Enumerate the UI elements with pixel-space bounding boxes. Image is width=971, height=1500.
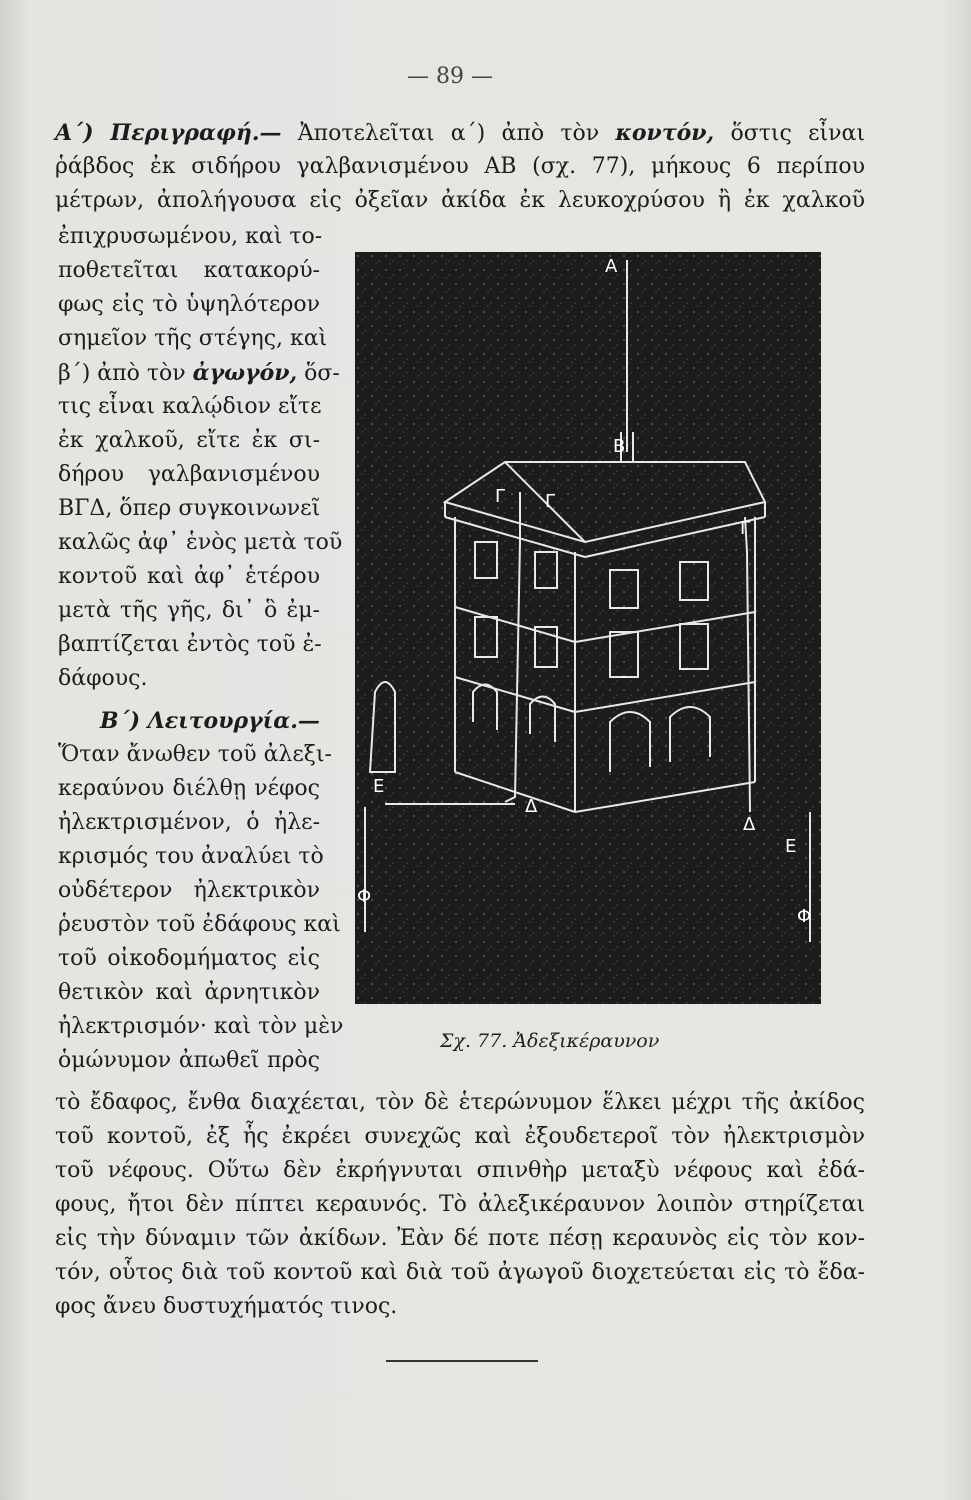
- label-d1: Δ: [525, 796, 538, 817]
- section-a-narrow-line: κοντοῦ καὶ ἀφ᾽ ἑτέρου: [58, 564, 320, 589]
- section-a-narrow-line: βαπτίζεται ἐντὸς τοῦ ἐ-: [58, 632, 322, 657]
- section-b-line: φος ἄνευ δυστυχήματός τινος.: [55, 1294, 398, 1319]
- label-b: Β: [613, 436, 626, 457]
- section-b-narrow-line: ἠλεκτρισμόν· καὶ τὸν μὲν: [58, 1014, 344, 1039]
- section-a-narrow-line: δήρου γαλβανισμένου: [58, 462, 320, 487]
- lightning-rod-figure: [355, 252, 821, 1004]
- section-a-line-b: [58, 358, 340, 389]
- section-a-narrow-line: φως εἰς τὸ ὑψηλότερον: [58, 292, 320, 317]
- label-e1: Ε: [373, 776, 385, 797]
- section-a-heading: Α΄) Περιγραφή.—: [55, 120, 282, 146]
- section-a-narrow-line: μετὰ τῆς γῆς, δι᾽ ὃ ἐμ-: [58, 598, 320, 623]
- section-b-narrow-line: κρισμός του ἀναλύει τὸ: [58, 844, 324, 869]
- section-a-narrow-line: τις εἶναι καλῴδιον εἴτε: [58, 394, 322, 419]
- term-kontos: κοντόν,: [615, 120, 715, 146]
- section-b-narrow-line: ῥευστὸν τοῦ ἐδάφους καὶ: [58, 912, 341, 937]
- section-b-narrow-line: ὁμώνυμον ἀπωθεῖ πρὸς: [58, 1048, 320, 1073]
- section-a-line-2: ῥάβδος ἐκ σιδήρου γαλβανισμένου ΑΒ (σχ. 77), μήκους 6 περίπου: [55, 154, 865, 179]
- label-f1: Φ: [357, 886, 372, 907]
- section-a-line-3: μέτρων, ἀπολήγουσα εἰς ὀξεῖαν ἀκίδα ἐκ λευκοχρύσου ἢ ἐκ χαλκοῦ: [55, 188, 865, 213]
- section-b-line: τοῦ νέφους. Οὕτω δὲν ἐκρήγνυται σπινθὴρ μεταξὺ νέφους καὶ ἐδά-: [55, 1158, 865, 1183]
- section-b-narrow-line: θετικὸν καὶ ἀρνητικὸν: [58, 980, 320, 1005]
- label-g1: Γ: [495, 486, 506, 507]
- section-b-heading: Β΄) Λειτουργία.—: [100, 708, 320, 734]
- term-agogos: ἀγωγόν,: [192, 360, 298, 386]
- label-g3: Γ: [740, 518, 751, 539]
- section-a-narrow-line: ἐκ χαλκοῦ, εἴτε ἐκ σι-: [58, 428, 320, 453]
- page-number: — 89 —: [407, 64, 493, 89]
- section-b-narrow-line: κεραύνου διέλθῃ νέφος: [58, 776, 320, 801]
- section-b-narrow-line: ἠλεκτρισμένον, ὁ ἠλε-: [58, 810, 320, 835]
- section-b-line: εἰς τὴν δύναμιν τῶν ἀκίδων. Ἐὰν δέ ποτε πέσῃ κεραυνὸς εἰς τὸν κον-: [55, 1226, 865, 1251]
- label-d2: Δ: [743, 814, 756, 835]
- label-f2: Φ: [797, 906, 812, 927]
- section-a-narrow-line: ΒΓΔ, ὅπερ συγκοινωνεῖ: [58, 496, 321, 521]
- label-e2: Ε: [785, 836, 797, 857]
- section-a-line1-tail: ὅστις εἶναι: [714, 121, 866, 146]
- section-b-line: τοῦ κοντοῦ, ἐξ ἧς ἐκρέει συνεχῶς καὶ ἐξουδετεροῖ τὸν ἠλεκτρισμὸν: [55, 1124, 865, 1149]
- label-g2: Γ: [545, 491, 556, 512]
- label-a: Α: [605, 256, 618, 277]
- section-a-narrow-line: καλῶς ἀφ᾽ ἑνὸς μετὰ τοῦ: [58, 530, 343, 555]
- section-a-narrow-line: δάφους.: [58, 666, 148, 691]
- section-b-narrow-line: τοῦ οἰκοδομήματος εἰς: [58, 946, 320, 971]
- line-b-tail: ὅσ-: [297, 361, 340, 386]
- section-b-line: τὸ ἔδαφος, ἔνθα διαχέεται, τὸν δὲ ἑτερώνυμον ἕλκει μέχρι τῆς ἀκίδος: [55, 1090, 865, 1115]
- section-b-line: τόν, οὗτος διὰ τοῦ κοντοῦ καὶ διὰ τοῦ ἀγωγοῦ διοχετεύεται εἰς τὸ ἔδα-: [55, 1260, 865, 1285]
- section-a-line-1: [55, 118, 865, 149]
- section-a-line1-text: Ἀποτελεῖται α΄) ἀπὸ τὸν: [281, 121, 616, 146]
- footer-rule: [386, 1360, 538, 1362]
- figure-caption: Σχ. 77. Ἀδεξικέραυνον: [440, 1030, 660, 1052]
- section-a-narrow-line: ποθετεῖται κατακορύ-: [58, 258, 320, 283]
- section-b-narrow-line: Ὅταν ἄνωθεν τοῦ ἀλεξι-: [58, 742, 332, 767]
- line-b-pre: β΄) ἀπὸ τὸν: [58, 361, 193, 386]
- building-illustration: [355, 252, 821, 1004]
- section-b-narrow-line: οὐδέτερον ἠλεκτρικὸν: [58, 878, 320, 903]
- section-a-narrow-line: ἐπιχρυσωμένου, καὶ το-: [58, 224, 323, 249]
- section-a-narrow-line: σημεῖον τῆς στέγης, καὶ: [58, 326, 328, 351]
- section-b-line: φους, ἤτοι δὲν πίπτει κεραυνός. Τὸ ἀλεξικέραυνον λοιπὸν στηρίζεται: [55, 1192, 865, 1217]
